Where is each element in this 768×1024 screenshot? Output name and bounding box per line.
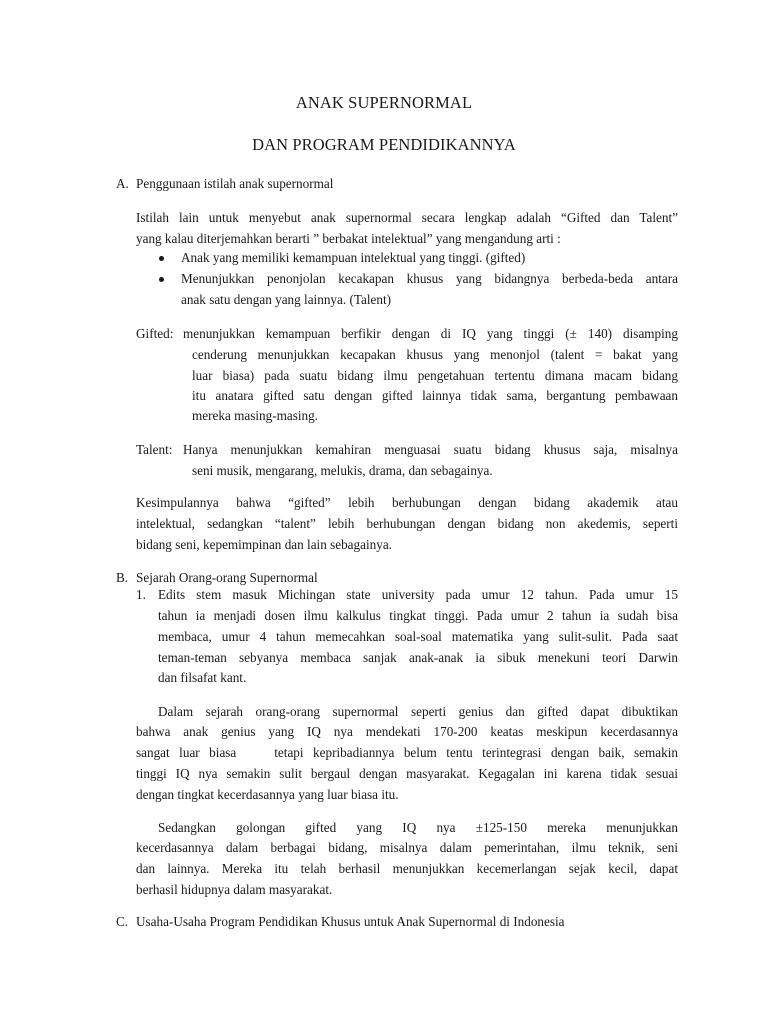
document-title-line2: DAN PROGRAM PENDIDIKANNYA [252, 135, 516, 154]
bullet-item-text: Menunjukkan penonjolan kecakapan khusus yang bidangnya berbeda-beda antara [181, 271, 678, 286]
list-item-line: tahun ia menjadi dosen ilmu kalkulus tingkat tinggi. Pada umur 2 tahun ia sudah bisa [158, 608, 678, 623]
conclusion-line: Kesimpulannya bahwa “gifted” lebih berhubungan dengan bidang akademik atau [136, 495, 678, 510]
gifted-text-line: mereka masing-masing. [192, 408, 318, 423]
bullet-icon [159, 256, 164, 261]
list-item-number: 1. [136, 587, 146, 602]
section-a-intro-line: Istilah lain untuk menyebut anak supernormal secara lengkap adalah “Gifted dan Talent” [136, 210, 678, 225]
section-b-letter: B. [116, 570, 129, 585]
section-b-heading: Sejarah Orang-orang Supernormal [136, 570, 318, 585]
gifted-label: Gifted: [136, 326, 174, 341]
conclusion-line: intelektual, sedangkan “talent” lebih berhubungan dengan bidang non akedemis, seperti [136, 516, 678, 531]
bullet-item-text: anak satu dengan yang lainnya. (Talent) [181, 292, 391, 307]
conclusion-line: bidang seni, kepemimpinan dan lain sebagainya. [136, 537, 392, 552]
list-item-line: membaca, umur 4 tahun memecahkan soal-soal matematika yang sulit-sulit. Pada saat [158, 629, 678, 644]
section-c-heading: Usaha-Usaha Program Pendidikan Khusus untuk Anak Supernormal di Indonesia [136, 914, 565, 929]
paragraph-line: dan lainnya. Mereka itu telah berhasil menunjukkan kecemerlangan sejak kecil, dapat [136, 861, 678, 876]
list-item-line: teman-teman sebyanya membaca sanjak anak-anak ia sibuk menekuni teori Darwin [158, 650, 678, 665]
paragraph-line: bahwa anak genius yang IQ nya mendekati 170-200 keatas meskipun kecerdasannya [136, 724, 678, 739]
gifted-text-line: itu anatara gifted satu dengan gifted lainnya tidak sama, bergantung pembawaan [192, 388, 678, 403]
paragraph-line: Dalam sejarah orang-orang supernormal seperti genius dan gifted dapat dibuktikan [158, 704, 678, 719]
talent-label: Talent: [136, 442, 173, 457]
bullet-item-text: Anak yang memiliki kemampuan intelektual yang tinggi. (gifted) [181, 250, 526, 265]
paragraph-line: tinggi IQ nya semakin sulit bergaul dengan masyarakat. Kegagalan ini karena tidak sesuai [136, 766, 678, 781]
gifted-text-line: luar biasa) pada suatu bidang ilmu pengetahuan tertentu dimana macam bidang [192, 368, 678, 383]
section-c-letter: C. [116, 914, 129, 929]
gifted-text-line: cenderung menunjukkan kecapakan khusus yang menonjol (talent = bakat yang [192, 347, 678, 362]
list-item-line: Edits stem masuk Michingan state university pada umur 12 tahun. Pada umur 15 [158, 587, 678, 602]
section-a-intro-line: yang kalau diterjemahkan berarti ” berbakat intelektual” yang mengandung arti : [136, 231, 561, 246]
talent-text-line: Hanya menunjukkan kemahiran menguasai suatu bidang khusus saja, misalnya [183, 442, 678, 457]
gifted-text-line: menunjukkan kemampuan berfikir dengan di IQ yang tinggi (± 140) disamping [183, 326, 678, 341]
section-a-heading: Penggunaan istilah anak supernormal [136, 176, 334, 191]
paragraph-line: dengan tingkat kecerdasannya yang luar biasa itu. [136, 787, 399, 802]
paragraph-line: Sedangkan golongan gifted yang IQ nya ±125-150 mereka menunjukkan [158, 820, 678, 835]
paragraph-line: berhasil hidupnya dalam masyarakat. [136, 882, 333, 897]
paragraph-line: sangat luar biasa tetapi kepribadiannya belum tentu terintegrasi dengan baik, semakin [136, 745, 678, 760]
paragraph-line: kecerdasannya dalam berbagai bidang, misalnya dalam pemerintahan, ilmu teknik, seni [136, 840, 678, 855]
section-a-letter: A. [116, 176, 129, 191]
bullet-icon [159, 277, 164, 282]
list-item-line: dan filsafat kant. [158, 670, 247, 685]
talent-text-line: seni musik, mengarang, melukis, drama, dan sebagainya. [192, 463, 493, 478]
document-title-line1: ANAK SUPERNORMAL [295, 93, 473, 112]
